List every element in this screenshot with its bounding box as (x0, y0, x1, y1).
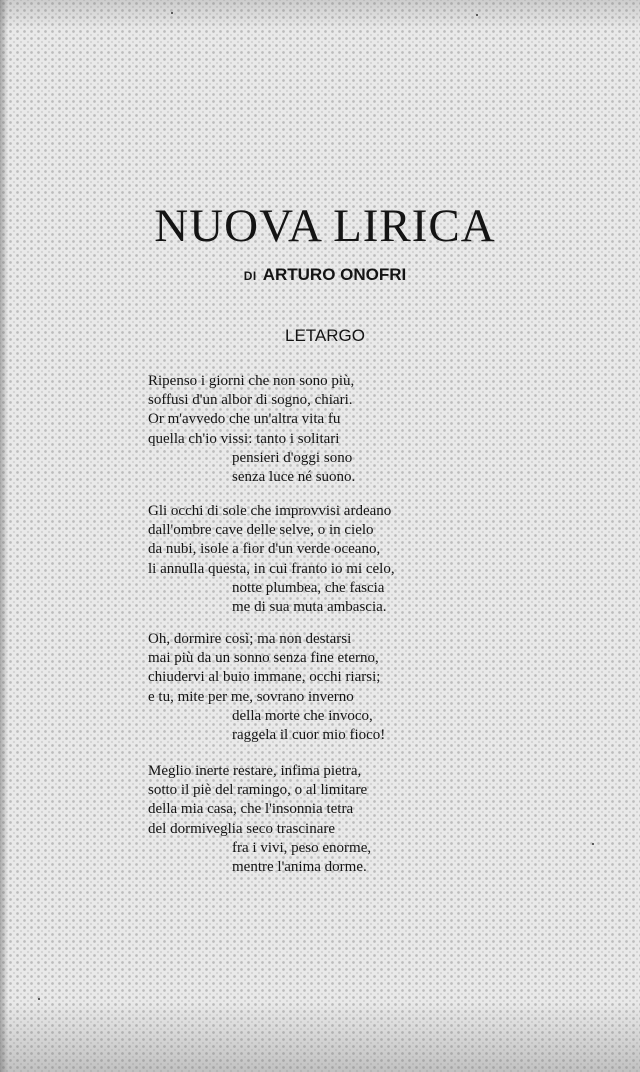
print-speck (171, 12, 173, 14)
verse-line: dall'ombre cave delle selve, o in cielo (148, 522, 374, 539)
print-speck (592, 843, 594, 845)
verse-line: sotto il piè del ramingo, o al limitare (148, 782, 368, 799)
verse-line: e tu, mite per me, sovrano inverno (148, 688, 354, 705)
stanza (148, 762, 468, 877)
verse-line: quella ch'io vissi: tanto i solitari (148, 430, 340, 447)
print-speck (476, 14, 478, 16)
page-left-shadow (0, 0, 8, 1072)
verse-line: Meglio inerte restare, infima pietra, (148, 763, 362, 779)
stanza (148, 630, 468, 745)
verse-line: soffusi d'un albor di sogno, chiari. (148, 392, 353, 409)
verse-line: Gli occhi di sole che improvvisi ardeano (148, 503, 392, 519)
verse-line: li annulla questa, in cui franto io mi celo, (148, 560, 395, 577)
stanza (148, 502, 468, 617)
verse-line: mai più da un sonno senza fine eterno, (148, 650, 379, 667)
byline-prefix: DI (243, 269, 257, 283)
stanza (148, 372, 468, 487)
page-bottom-shadow (0, 1002, 640, 1072)
verse-line-indented: mentre l'anima dorme. (232, 859, 367, 876)
page-top-shadow (0, 0, 640, 30)
verse-line-indented: me di sua muta ambascia. (232, 599, 387, 616)
verse-line: Ripenso i giorni che non sono più, (148, 373, 355, 389)
page-title: NUOVA LIRICA (154, 200, 496, 252)
verse-line: della mia casa, che l'insonnia tetra (148, 801, 354, 818)
verse-line-indented: notte plumbea, che fascia (232, 579, 385, 596)
verse-line-indented: fra i vivi, peso enorme, (232, 839, 372, 856)
verse-line-indented: senza luce né suono. (232, 469, 356, 486)
poem-title: LETARGO (285, 326, 365, 345)
verse-line: Oh, dormire così; ma non destarsi (148, 631, 352, 647)
verse-line-indented: raggela il cuor mio fioco! (232, 727, 386, 744)
author-name: ARTURO ONOFRI (262, 265, 407, 284)
print-speck (38, 998, 40, 1000)
verse-line-indented: pensieri d'oggi sono (232, 449, 353, 466)
verse-line: Or m'avvedo che un'altra vita fu (148, 411, 341, 428)
verse-line: chiudervi al buio immane, occhi riarsi; (148, 669, 381, 686)
byline (0, 266, 640, 283)
verse-line: del dormiveglia seco trascinare (148, 820, 336, 837)
verse-line: da nubi, isole a fior d'un verde oceano, (148, 541, 381, 558)
verse-line-indented: della morte che invoco, (232, 707, 373, 724)
